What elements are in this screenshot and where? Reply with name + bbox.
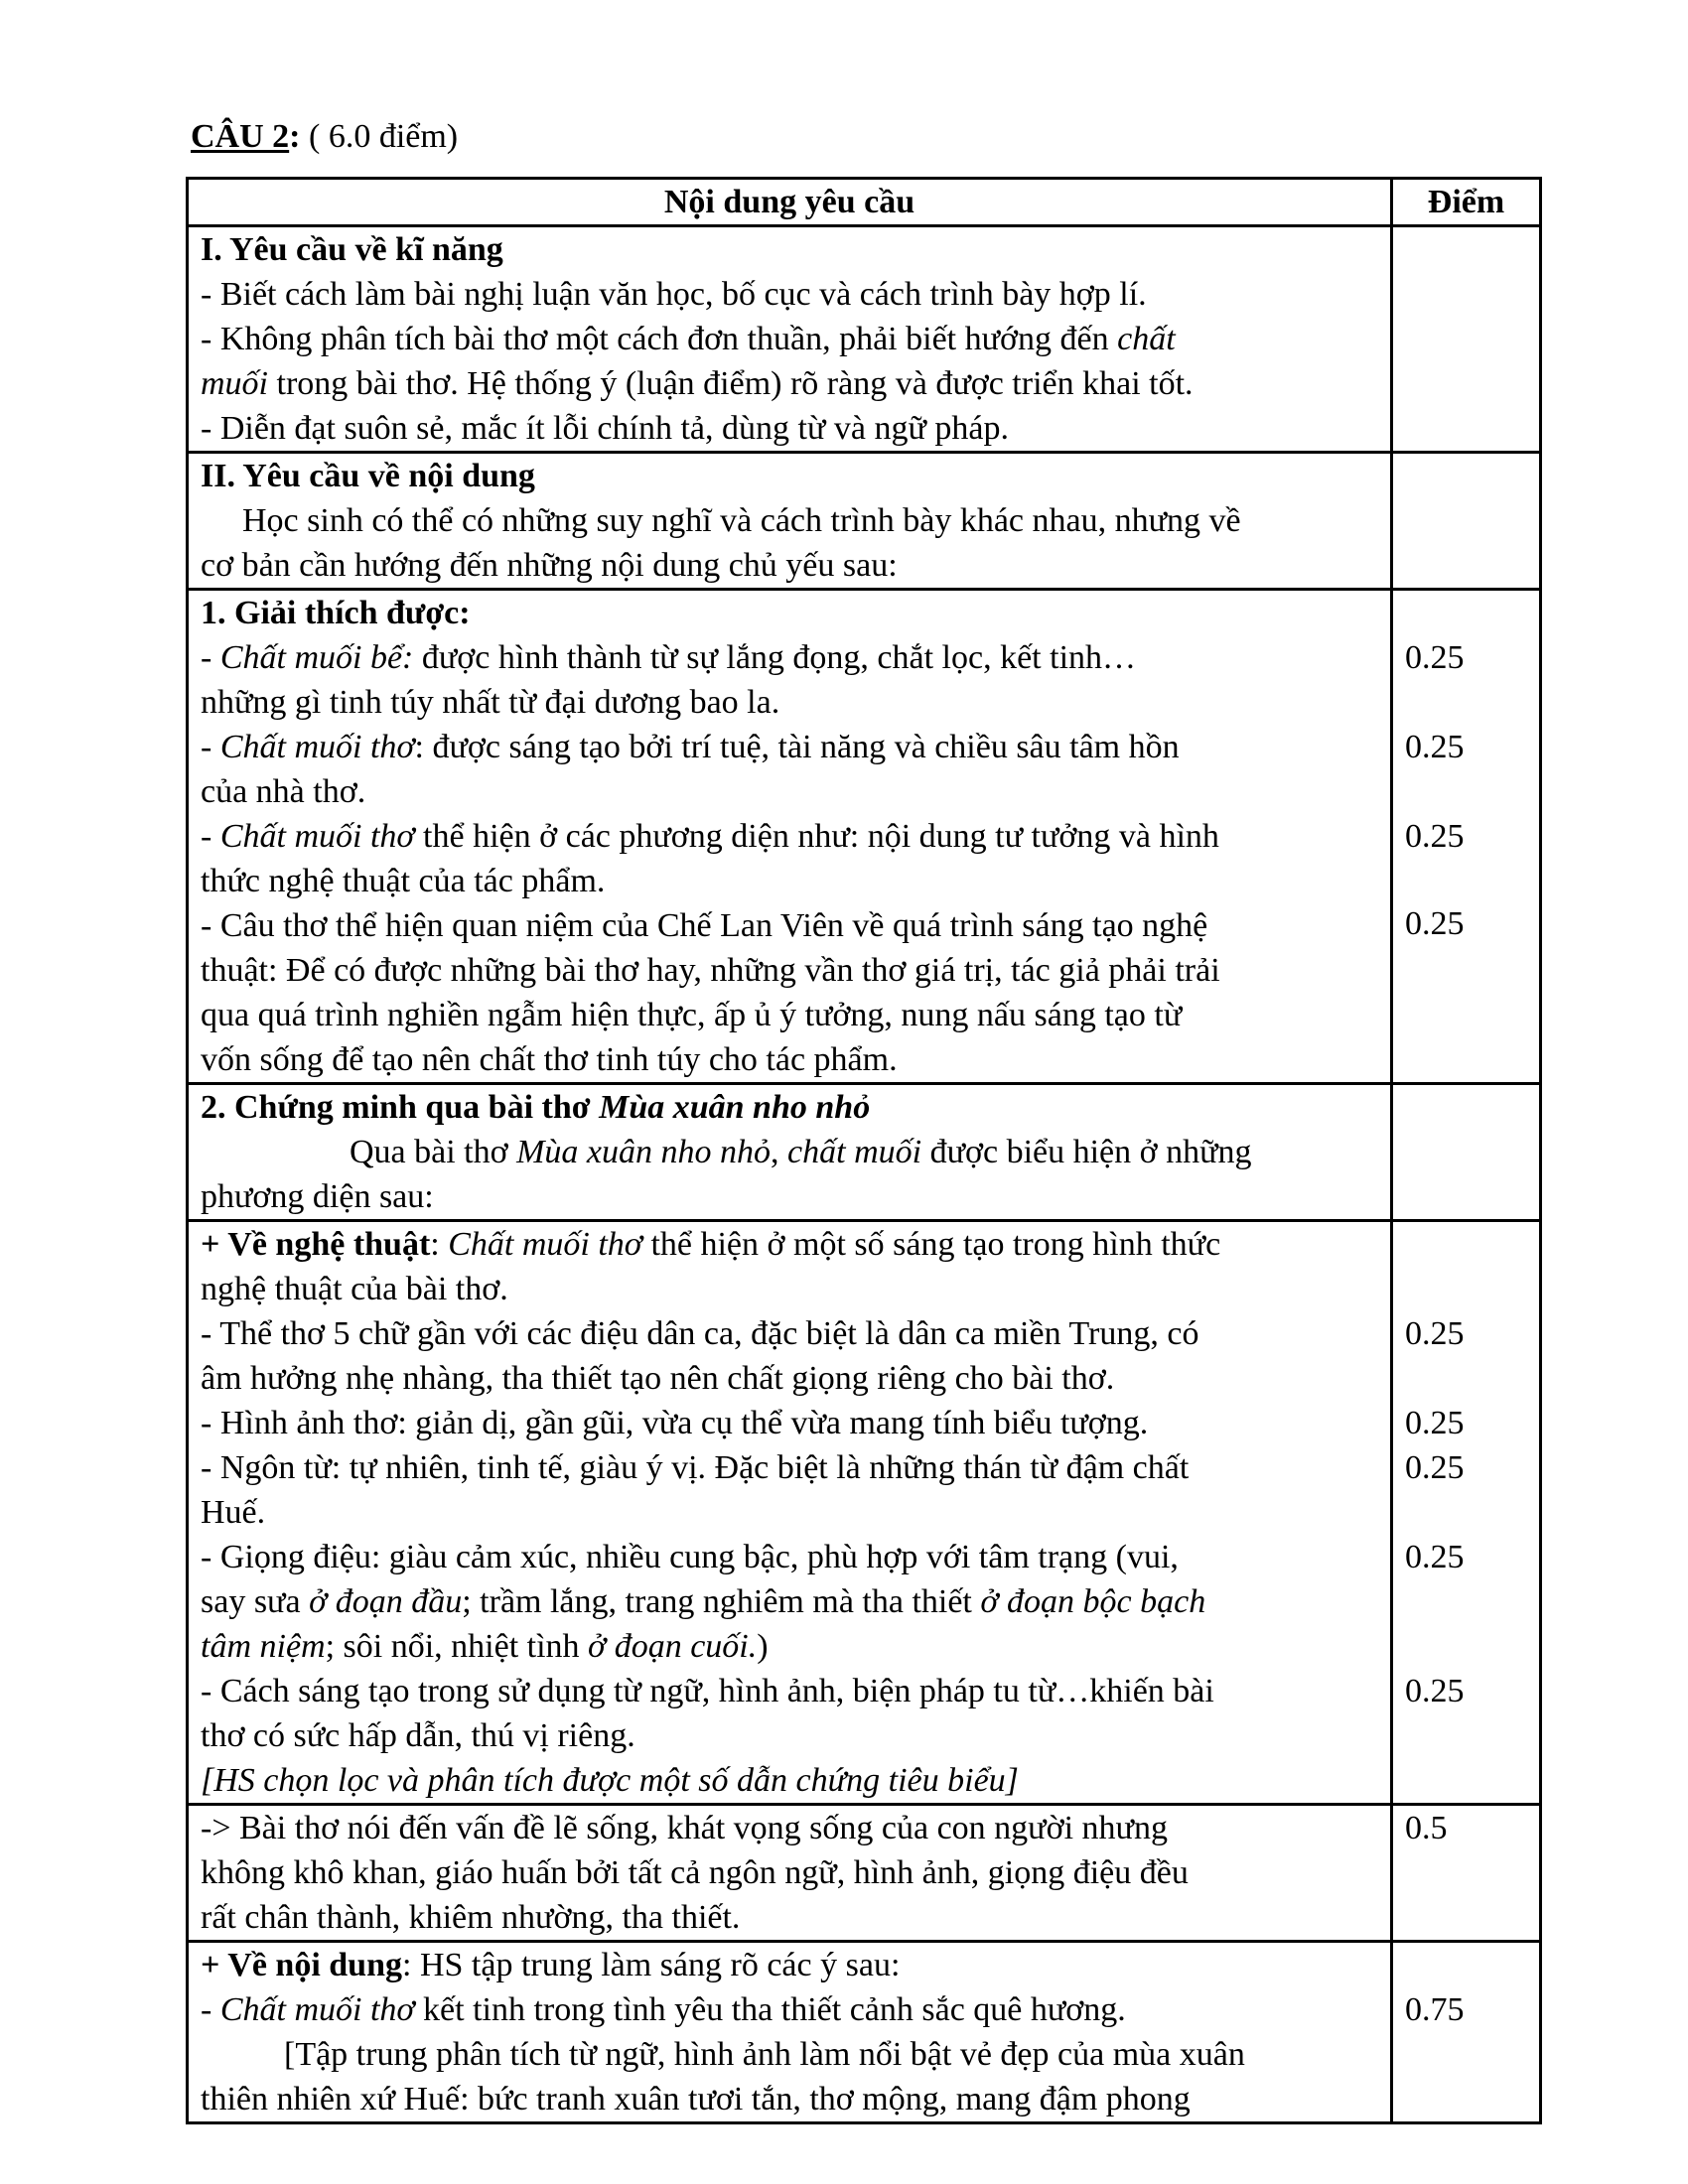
italic-run: chất muối [787, 1134, 922, 1170]
text-line [201, 1579, 1386, 1624]
points-cell [1392, 590, 1541, 1084]
grading-rubric-table [186, 177, 1542, 2124]
text-run: được hình thành từ sự lắng đọng, chắt lọc, kết tinh… [413, 639, 1137, 676]
point-value: 0.25 [1405, 639, 1465, 676]
point-value: 0.25 [1405, 1449, 1465, 1486]
table-row [188, 1942, 1541, 2123]
table-header-row [188, 179, 1541, 226]
text-run: , [771, 1134, 788, 1170]
text-line [201, 1130, 1386, 1174]
text-run: ; sôi nổi, nhiệt tình [325, 1628, 589, 1665]
text-run: thể hiện ở các phương diện như: nội dung tư tưởng và hình [414, 818, 1219, 855]
text-line: Học sinh có thể có những suy nghĩ và cách trình bày khác nhau, nhưng về [242, 502, 1241, 539]
text-line: thuật: Để có được những bài thơ hay, những vần thơ giá trị, tác giả phải trải [201, 952, 1220, 989]
text-line: - Hình ảnh thơ: giản dị, gần gũi, vừa cụ thể vừa mang tính biểu tượng. [201, 1405, 1149, 1441]
text-line: của nhà thơ. [201, 773, 366, 810]
text-run: Qua bài thơ [350, 1134, 517, 1170]
text-run: thể hiện ở một số sáng tạo trong hình thức [641, 1226, 1221, 1263]
text-line: qua quá trình nghiền ngẫm hiện thực, ấp ủ ý tưởng, nung nấu sáng tạo từ [201, 997, 1183, 1033]
text-line [201, 814, 1386, 859]
text-line: nghệ thuật của bài thơ. [201, 1271, 508, 1307]
text-line: rất chân thành, khiêm nhường, tha thiết. [201, 1899, 741, 1936]
italic-run: Mùa xuân nho nhỏ [516, 1134, 772, 1170]
italic-run: ở đoạn bộc bạch [980, 1583, 1206, 1620]
table-row [188, 1084, 1541, 1221]
points-cell [1392, 453, 1541, 590]
text-run: : HS tập trung làm sáng rõ các ý sau: [402, 1947, 901, 1983]
text-run: - [201, 639, 220, 676]
conclusion-section [188, 1805, 1392, 1942]
text-run: : được sáng tạo bởi trí tuệ, tài năng và chiều sâu tâm hồn [414, 729, 1180, 765]
table-row [188, 1805, 1541, 1942]
text-run: - [201, 729, 220, 765]
question-colon: : [289, 118, 301, 155]
italic-run: Chất muối bể: [219, 639, 414, 676]
text-line: những gì tinh túy nhất từ đại dương bao la. [201, 684, 780, 721]
text-line: [Tập trung phân tích từ ngữ, hình ảnh làm nổi bật vẻ đẹp của mùa xuân [284, 2036, 1245, 2073]
prove-section [188, 1084, 1392, 1221]
point-value: 0.25 [1405, 1673, 1465, 1709]
section-title: 1. Giải thích được: [201, 595, 471, 631]
text-run: kết tinh trong tình yêu tha thiết cảnh sắc quê hương. [414, 1991, 1126, 2028]
text-line: -> Bài thơ nói đến vấn đề lẽ sống, khát vọng sống của con người nhưng [201, 1810, 1168, 1846]
text-line [201, 1222, 1386, 1267]
text-run: trong bài thơ. Hệ thống ý (luận điểm) rõ ràng và được triển khai tốt. [268, 365, 1194, 402]
bold-run: + Về nội dung [201, 1947, 402, 1983]
text-line: - Giọng điệu: giàu cảm xúc, nhiều cung bậc, phù hợp với tâm trạng (vui, [201, 1539, 1179, 1575]
skills-section [188, 226, 1392, 453]
text-line: - Cách sáng tạo trong sử dụng từ ngữ, hình ảnh, biện pháp tu từ…khiến bài [201, 1673, 1214, 1709]
point-value: 0.75 [1405, 1991, 1465, 2028]
italic-run: Chất muối thơ [219, 818, 415, 855]
italic-run: Chất muối thơ [219, 1991, 415, 2028]
italic-run: muối [201, 365, 268, 402]
italic-run: ở đoạn cuối. [588, 1628, 758, 1665]
content-section [188, 453, 1392, 590]
italic-run: Mùa xuân nho nhỏ [599, 1089, 871, 1126]
point-value: 0.5 [1405, 1810, 1448, 1846]
question-score: ( 6.0 điểm) [300, 118, 459, 155]
table-row [188, 590, 1541, 1084]
text-line: thiên nhiên xứ Huế: bức tranh xuân tươi tắn, thơ mộng, mang đậm phong [201, 2081, 1191, 2117]
text-line [201, 317, 1386, 361]
text-line: âm hưởng nhẹ nhàng, tha thiết tạo nên chất giọng riêng cho bài thơ. [201, 1360, 1115, 1397]
point-value: 0.25 [1405, 1405, 1465, 1441]
italic-run: tâm niệm [201, 1628, 326, 1665]
question-heading [191, 117, 458, 157]
text-line [201, 361, 1386, 406]
points-cell [1392, 226, 1541, 453]
question-label: CÂU 2 [191, 118, 290, 155]
table-row [188, 453, 1541, 590]
text-line: phương diện sau: [201, 1178, 434, 1215]
header-content: Nội dung yêu cầu [188, 179, 1392, 226]
point-value: 0.25 [1405, 1539, 1465, 1575]
text-line: - Thể thơ 5 chữ gần với các điệu dân ca, đặc biệt là dân ca miền Trung, có [201, 1315, 1199, 1352]
text-line: thức nghệ thuật của tác phẩm. [201, 863, 606, 899]
text-line: - Ngôn từ: tự nhiên, tinh tế, giàu ý vị. Đặc biệt là những thán từ đậm chất [201, 1449, 1190, 1486]
text-line: - Câu thơ thể hiện quan niệm của Chế Lan Viên về quá trình sáng tạo nghệ [201, 907, 1208, 944]
text-line [201, 635, 1386, 680]
italic-run: Chất muối thơ [448, 1226, 642, 1263]
content-detail-section [188, 1942, 1392, 2123]
section-title: I. Yêu cầu về kĩ năng [201, 231, 503, 268]
text-run: được biểu hiện ở những [921, 1134, 1252, 1170]
text-run: ; trầm lắng, trang nghiêm mà tha thiết [462, 1583, 981, 1620]
point-value: 0.25 [1405, 818, 1465, 855]
text-line [201, 1624, 1386, 1669]
text-line: - Biết cách làm bài nghị luận văn học, bố cục và cách trình bày hợp lí. [201, 276, 1147, 313]
text-run: ) [757, 1628, 769, 1665]
points-cell [1392, 1221, 1541, 1805]
text-line: vốn sống để tạo nên chất thơ tinh túy cho tác phẩm. [201, 1041, 898, 1078]
italic-run: chất [1117, 321, 1176, 357]
text-run: say sưa [201, 1583, 310, 1620]
text-line: - Diễn đạt suôn sẻ, mắc ít lỗi chính tả, dùng từ và ngữ pháp. [201, 410, 1009, 447]
points-cell [1392, 1942, 1541, 2123]
points-cell [1392, 1805, 1541, 1942]
text-run: - [201, 1991, 220, 2028]
text-run: 2. Chứng minh qua bài thơ [201, 1089, 600, 1126]
text-line: Huế. [201, 1494, 266, 1531]
bold-run: + Về nghệ thuật [201, 1226, 431, 1263]
table-row [188, 226, 1541, 453]
text-line: [HS chọn lọc và phân tích được một số dẫn chứng tiêu biểu] [201, 1762, 1019, 1799]
text-line [201, 1943, 1386, 1987]
point-value: 0.25 [1405, 905, 1465, 942]
point-value: 0.25 [1405, 729, 1465, 765]
text-line: cơ bản cần hướng đến những nội dung chủ yếu sau: [201, 547, 898, 584]
point-value: 0.25 [1405, 1315, 1465, 1352]
text-line: thơ có sức hấp dẫn, thú vị riêng. [201, 1717, 635, 1754]
text-run: : [430, 1226, 449, 1263]
art-section [188, 1221, 1392, 1805]
section-title: II. Yêu cầu về nội dung [201, 458, 535, 494]
text-line: không khô khan, giáo huấn bởi tất cả ngôn ngữ, hình ảnh, giọng điệu đều [201, 1854, 1189, 1891]
text-run: - [201, 818, 220, 855]
text-line [201, 725, 1386, 769]
section-title [201, 1085, 1386, 1130]
explain-section [188, 590, 1392, 1084]
italic-run: Chất muối thơ [219, 729, 415, 765]
text-run: - Không phân tích bài thơ một cách đơn thuần, phải biết hướng đến [201, 321, 1118, 357]
italic-run: ở đoạn đầu [309, 1583, 463, 1620]
table-row [188, 1221, 1541, 1805]
text-line [201, 1987, 1386, 2032]
points-cell [1392, 1084, 1541, 1221]
header-points: Điểm [1392, 179, 1541, 226]
